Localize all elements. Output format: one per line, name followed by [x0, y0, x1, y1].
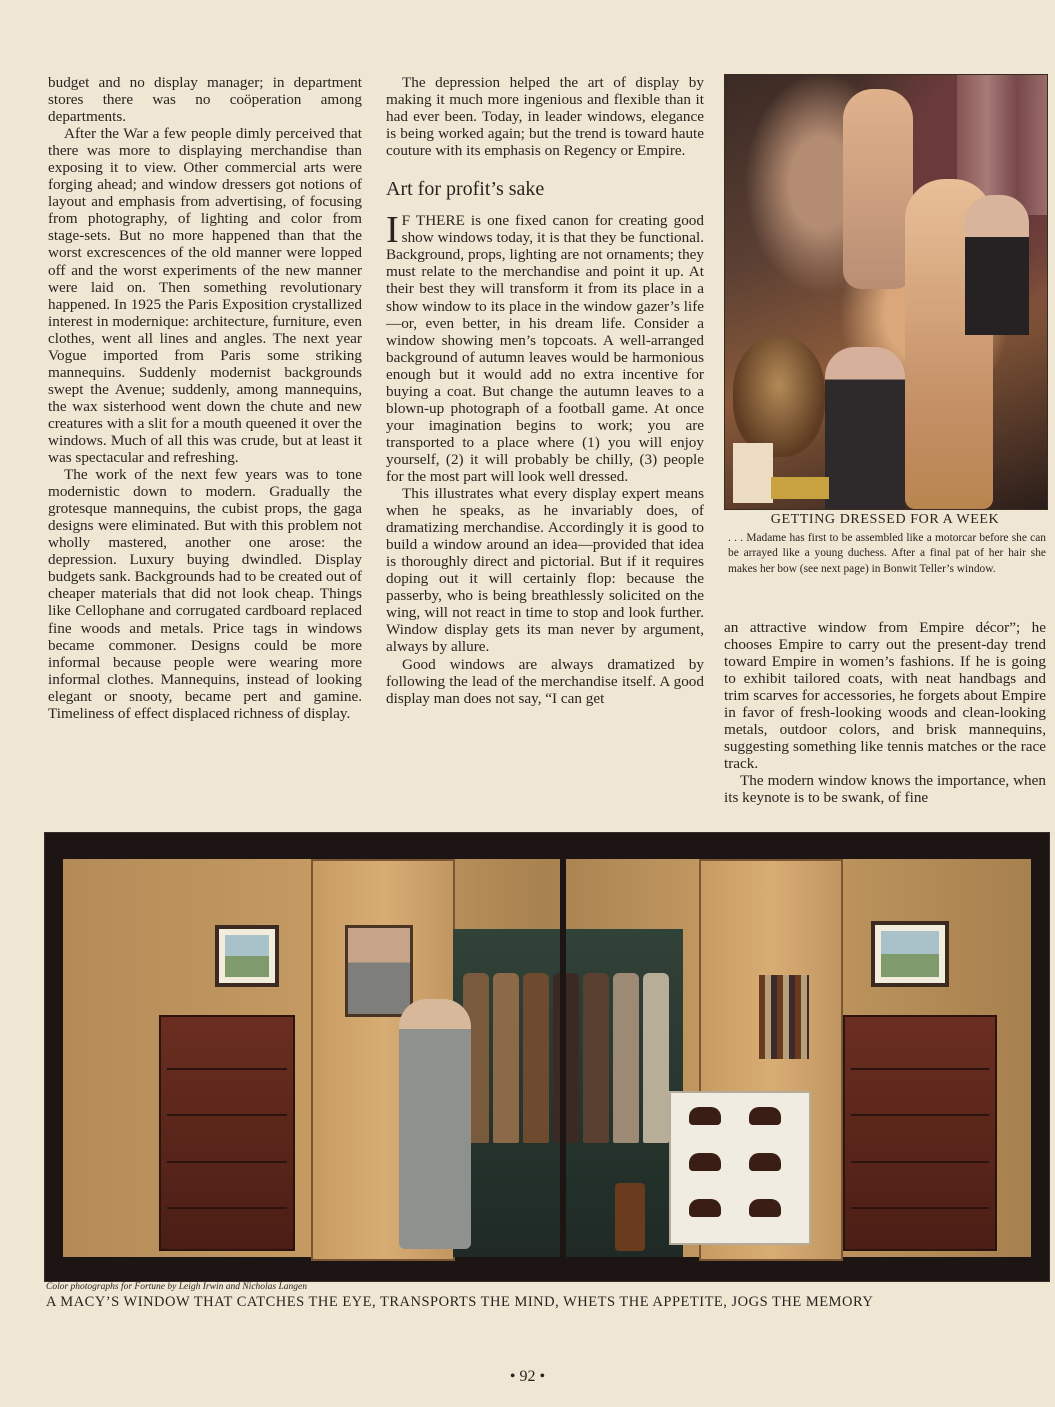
dresser-left	[825, 347, 905, 509]
picture-frame-right	[871, 921, 949, 987]
paragraph: This illustrates what every display expert means when he speaks, as he invariably does, of dramatizing merchandise. Accordingly it is good to build a window around an idea—provided that idea is thoroughly direct and pictorial. But if it requires doping out it will certainly flop: because the passerby, who is being breathlessly solicited on the wing, will not react in time to stop and look further. Window display gets its man never by argument, always by allure.	[386, 485, 704, 656]
dresser-right	[965, 195, 1029, 335]
picture-frame-left	[215, 925, 279, 987]
purse	[771, 477, 829, 499]
coat-closet	[453, 929, 683, 1257]
page-number: • 92 •	[509, 1368, 546, 1385]
paragraph: budget and no display manager; in department stores there was no coöperation among departments.	[48, 74, 362, 126]
shoe-rack	[669, 1091, 811, 1245]
tie-rack	[759, 975, 809, 1059]
photo-caption-title: GETTING DRESSED FOR A WEEK	[770, 512, 1000, 527]
paragraph: The depression helped the art of display by making it much more ingenious and flexible than it had ever been. Today, in leader windows, elegance is being worked again; but the trend is toward haute couture with its emphasis on Regency or Empire.	[386, 74, 704, 160]
paragraph: After the War a few people dimly perceived that there was more to displaying merchandise than exposing it to view. Other commercial arts were forging ahead; and window dressers got notions of layout and emphasis from advertising, of focusing from photography, of lighting and color from stage-sets. But no more happened than that the worst excrescences of the old manner were lopped off and the worst experiments of the new manner were laid on. Then something revolutionary happened. In 1925 the Paris Exposition crystallized interest in modernique: architecture, furniture, even clothes, went all lines and angles. The next year Vogue imported from Paris some striking mannequins. Suddenly modernist backgrounds swept the Avenue; suddenly, among mannequins, the wax sisterhood went down the chute and new creatures with a slit for a mouth queened it over the windows. Much of all this was crude, but at least it was spectacular and refreshing.	[48, 125, 362, 467]
section-heading: Art for profit’s sake	[386, 178, 545, 201]
photo-caption-body: . . . Madame has first to be assembled like a motorcar before she can be arrayed like a young duchess. After a final pat of her hair she makes her bow (see next page) in Bonwit Teller’s window.	[728, 532, 1046, 575]
photo-mannequin-dressing	[724, 74, 1048, 510]
window-interior	[63, 859, 1031, 1257]
article-column-1	[48, 74, 362, 722]
paragraph: an attractive window from Empire décor”; he chooses Empire to carry out the present-day trend toward Empire in women’s fashions. If he is going to exhibit tailored coats, with neat handbags and trim scarves for accessories, he forgets about Empire in favor of fresh-looking woods and clean-looking metals, outdoor colors, and brisk mannequins, suggesting something like tennis matches or the race track.	[724, 619, 1046, 773]
gloves	[733, 443, 773, 503]
paragraph: The work of the next few years was to tone modernistic down to modern. Gradually the grotesque mannequins, the cubist props, the gaga designs were eliminated. But with this problem not wholly mastered, another one arose: the depression. Luxury buying dwindled. Display budgets sank. Backgrounds had to be created out of cheaper materials that did not look cheap. Things like Cellophane and corrugated cardboard replaced fine woods and metals. Price tags in windows became commoner. Designs could be more informal because people were wearing more informal clothes. Mannequins, instead of looking elegant or snooty, became pert and gamine. Timeliness of effect displaced richness of display.	[48, 466, 362, 722]
mannequin-back	[843, 89, 913, 289]
paragraph-text: F THERE is one fixed canon for creating good show windows today, it is that they be functional. Background, props, lighting are not ornaments; they must relate to the merchandise and point it up. At their best they will transform it from its place in a show window to its place in the window gazer’s life—or, even better, in his dream life. Consider a window showing men’s topcoats. A well-arranged background of autumn leaves would be harmonious enough but it would add no extra incentive for buying a coat. But change the autumn leaves to a blown-up photograph of a football game. At once your imagination begins to work; you are transported to a place where (1) you will enjoy yourself, (2) it will probably be chilly, (3) people for the most part will look well dressed.	[386, 212, 704, 485]
photo-caption-main: A MACY’S WINDOW THAT CATCHES THE EYE, TRANSPORTS THE MIND, WHETS THE APPETITE, JOGS THE MEMORY	[46, 1294, 874, 1310]
window-pane-divider	[560, 859, 566, 1257]
mannequin-suit	[399, 999, 471, 1249]
paragraph-dropcap	[386, 209, 704, 485]
riding-boots	[615, 1183, 645, 1251]
drop-cap: I	[386, 209, 399, 252]
table	[733, 337, 825, 457]
article-column-2	[386, 74, 704, 707]
chest-right	[843, 1015, 997, 1251]
article-column-3	[724, 619, 1046, 807]
paragraph: Good windows are always dramatized by following the lead of the merchandise itself. A good display man does not say, “I can get	[386, 655, 704, 707]
photo-credit: Color photographs for Fortune by Leigh Irwin and Nicholas Langen	[46, 1282, 307, 1292]
paragraph: The modern window knows the importance, when its keynote is to be swank, of fine	[724, 772, 1046, 807]
photo-macys-window	[44, 832, 1050, 1282]
mannequin-mirror-reflection	[345, 925, 413, 1017]
chest-left	[159, 1015, 295, 1251]
